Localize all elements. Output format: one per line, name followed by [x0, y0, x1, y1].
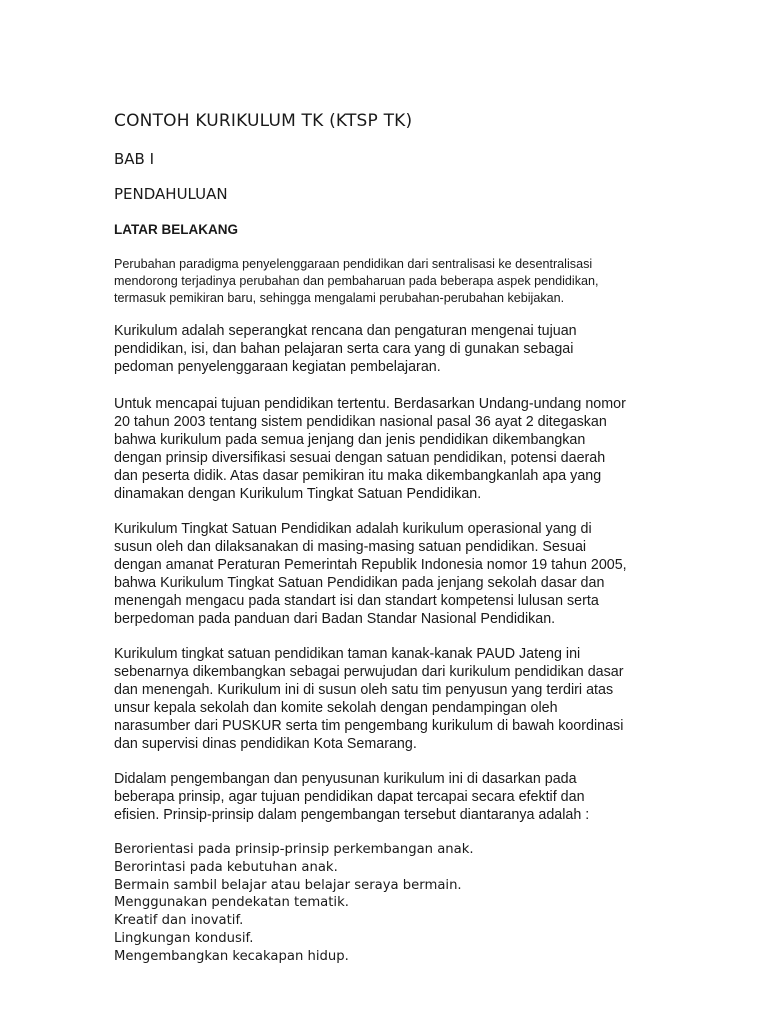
paragraph-line: Didalam pengembangan dan penyusunan kurikulum ini di dasarkan pada — [114, 771, 577, 787]
paragraph-line: bahwa kurikulum pada semua jenjang dan jenis pendidikan dikembangkan — [114, 431, 586, 448]
paragraph-line: Kurikulum tingkat satuan pendidikan taman kanak-kanak PAUD Jateng ini — [114, 646, 581, 662]
chapter-label: BAB I — [114, 150, 155, 168]
chapter-title: PENDAHULUAN — [114, 185, 228, 203]
paragraph-line: beberapa prinsip, agar tujuan pendidikan dapat tercapai secara efektif dan — [114, 788, 585, 805]
paragraph-line: narasumber dari PUSKUR serta tim pengembang kurikulum di bawah koordinasi — [114, 717, 624, 734]
paragraph-ktsp-definition — [114, 521, 627, 628]
paragraph-line: berpedoman pada panduan dari Badan Standar Nasional Pendidikan. — [114, 610, 556, 627]
paragraph-line: dan menengah. Kurikulum ini di susun oleh satu tim penyusun yang terdiri atas — [114, 681, 614, 698]
paragraph-principles-intro — [114, 771, 589, 825]
paragraph-line: dan peserta didik. Atas dasar pemikiran itu maka dikembangkanlah apa yang — [114, 467, 602, 484]
list-item: Berorientasi pada prinsip-prinsip perkembangan anak. — [114, 842, 474, 857]
paragraph-line: Perubahan paradigma penyelenggaraan pendidikan dari sentralisasi ke desentralisasi — [114, 257, 593, 271]
paragraph-line: dan supervisi dinas pendidikan Kota Semarang. — [114, 735, 417, 752]
list-item: Lingkungan kondusif. — [114, 930, 254, 946]
list-item: Bermain sambil belajar atau belajar seraya bermain. — [114, 877, 462, 893]
paragraph-line: efisien. Prinsip-prinsip dalam pengembangan tersebut diantaranya adalah : — [114, 806, 590, 823]
paragraph-line: 20 tahun 2003 tentang sistem pendidikan nasional pasal 36 ayat 2 ditegaskan — [114, 413, 607, 430]
paragraph-kurikulum-definition — [114, 323, 577, 377]
paragraph-line: susun oleh dan dilaksanakan di masing-masing satuan pendidikan. Sesuai — [114, 538, 587, 555]
section-heading: LATAR BELAKANG — [114, 222, 238, 237]
paragraph-line: unsur kepala sekolah dan komite sekolah dengan pendampingan oleh — [114, 699, 558, 716]
paragraph-line: Untuk mencapai tujuan pendidikan tertentu. Berdasarkan Undang-undang nomor — [114, 396, 626, 412]
list-item: Mengembangkan kecakapan hidup. — [114, 948, 349, 964]
paragraph-legal-basis — [114, 396, 626, 503]
paragraph-line: dengan prinsip diversifikasi sesuai dengan satuan pendidikan, potensi daerah — [114, 449, 606, 466]
list-item: Kreatif dan inovatif. — [114, 913, 244, 929]
paragraph-line: mendorong terjadinya perubahan dan pembaharuan pada beberapa aspek pendidikan, — [114, 274, 599, 288]
paragraph-line: termasuk pemikiran baru, sehingga mengalami perubahan-perubahan kebijakan. — [114, 291, 565, 305]
paragraph-intro — [114, 256, 599, 307]
paragraph-line: pendidikan, isi, dan bahan pelajaran serta cara yang di gunakan sebagai — [114, 340, 574, 357]
paragraph-line: Kurikulum Tingkat Satuan Pendidikan adalah kurikulum operasional yang di — [114, 521, 592, 537]
paragraph-paud-curriculum — [114, 646, 623, 753]
paragraph-line: pedoman penyelenggaraan kegiatan pembelajaran. — [114, 358, 441, 375]
list-item: Berorintasi pada kebutuhan anak. — [114, 859, 338, 875]
paragraph-line: sebenarnya dikembangkan sebagai perwujudan dari kurikulum pendidikan dasar — [114, 663, 624, 680]
document-title: CONTOH KURIKULUM TK (KTSP TK) — [114, 111, 413, 131]
paragraph-line: bahwa Kurikulum Tingkat Satuan Pendidikan pada jenjang sekolah dasar dan — [114, 574, 605, 591]
paragraph-line: Kurikulum adalah seperangkat rencana dan pengaturan mengenai tujuan — [114, 323, 577, 339]
paragraph-line: dengan amanat Peraturan Pemerintah Republik Indonesia nomor 19 tahun 2005, — [114, 556, 627, 573]
principles-list — [114, 841, 474, 966]
paragraph-line: dinamakan dengan Kurikulum Tingkat Satuan Pendidikan. — [114, 485, 482, 502]
list-item: Menggunakan pendekatan tematik. — [114, 895, 349, 911]
paragraph-line: menengah mengacu pada standart isi dan standart kompetensi lulusan serta — [114, 592, 599, 609]
